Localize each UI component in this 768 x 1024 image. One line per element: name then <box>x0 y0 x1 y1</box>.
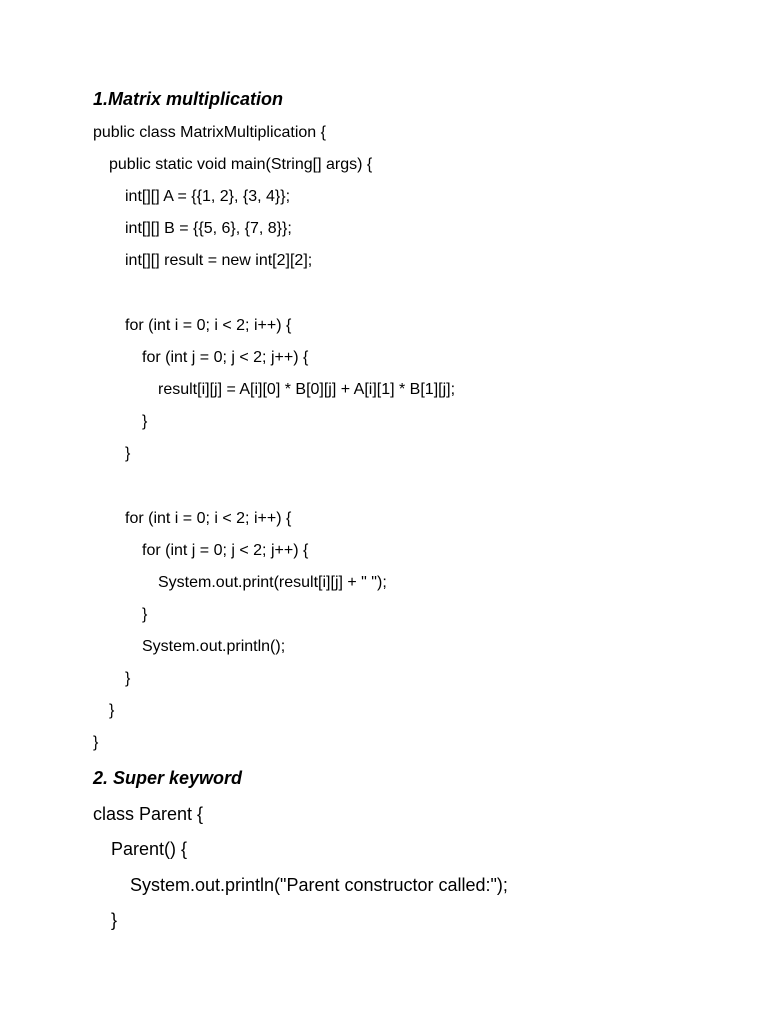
code-line: result[i][j] = A[i][0] * B[0][j] + A[i][1] * B[1][j]; <box>158 381 456 398</box>
code-line: System.out.print(result[i][j] + " "); <box>158 574 387 591</box>
section-heading-matrix: 1.Matrix multiplication <box>93 89 284 109</box>
code-line: } <box>142 413 148 430</box>
code-line: public static void main(String[] args) { <box>109 156 373 173</box>
code-line: } <box>109 702 115 719</box>
code-line: } <box>93 734 99 751</box>
section-heading-super-keyword: 2. Super keyword <box>93 768 243 788</box>
code-line: System.out.println(); <box>142 638 286 655</box>
code-line: } <box>142 606 148 623</box>
code-line: System.out.println("Parent constructor called:"); <box>130 875 508 895</box>
code-line: for (int j = 0; j < 2; j++) { <box>142 542 309 559</box>
code-line: } <box>125 445 131 462</box>
code-line: public class MatrixMultiplication { <box>93 124 326 141</box>
code-line: for (int i = 0; i < 2; i++) { <box>125 510 292 527</box>
code-line: class Parent { <box>93 804 204 824</box>
code-line: } <box>111 910 118 930</box>
code-line: for (int i = 0; i < 2; i++) { <box>125 317 292 334</box>
code-line: int[][] A = {{1, 2}, {3, 4}}; <box>125 188 291 205</box>
code-line: } <box>125 670 131 687</box>
code-line: for (int j = 0; j < 2; j++) { <box>142 349 309 366</box>
code-line: int[][] result = new int[2][2]; <box>125 252 313 269</box>
code-line: int[][] B = {{5, 6}, {7, 8}}; <box>125 220 292 237</box>
code-line: Parent() { <box>111 839 188 859</box>
